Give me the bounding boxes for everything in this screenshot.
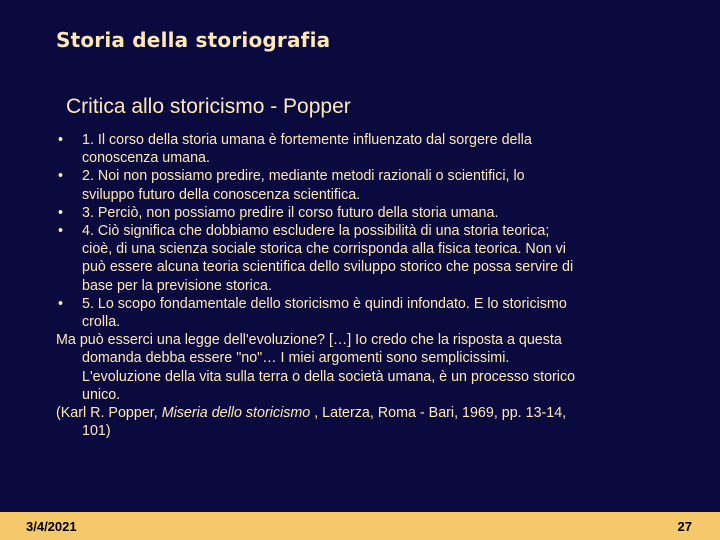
bullet-text: 1. Il corso della storia umana è fortemente influenzato dal sorgere della conoscenza umana. [82,132,532,167]
bullet-mark: • [58,132,64,148]
slide-title: Storia della storiografia [56,28,331,52]
bullet-mark: • [58,223,64,240]
citation-suffix: , Laterza, Roma - Bari, 1969, pp. 13-14, 101) [82,405,567,440]
bullet-item [56,295,576,331]
footer-bar [0,512,720,540]
page-number: 27 [677,519,692,534]
citation-prefix: (Karl R. Popper, [56,405,162,422]
bullet-text: 4. Ciò significa che dobbiamo escludere la possibilità di una storia teorica; cioè, di una scienza sociale storica che corrisponda alla fisica teorica. Non vi può essere alcuna teoria scientifica dello sviluppo storico che possa servire di base per la previsione storica. [82,223,574,294]
bullet-text: 2. Noi non possiamo predire, mediante metodi razionali o scientifici, lo sviluppo futuro della conoscenza scientifica. [82,168,525,203]
bullet-mark: • [58,204,64,221]
bullet-text: 5. Lo scopo fondamentale dello storicismo è quindi infondato. E lo storicismo crolla. [82,295,567,331]
quote-paragraph: Ma può esserci una legge dell'evoluzione? […] Io credo che la risposta a questa domanda debba essere "no"… I miei argomenti sono semplicissimi. L'evoluzione della vita sulla terra o della società umana, è un processo storico unico. [56,332,576,403]
bullet-item [56,204,576,222]
bullet-mark: • [58,295,64,312]
bullet-item [56,222,576,295]
slide-body [56,131,576,440]
slide-subtitle: Critica allo storicismo - Popper [66,95,351,118]
bullet-item [56,167,576,203]
bullet-mark: • [58,168,64,185]
bullet-text: 3. Perciò, non possiamo predire il corso futuro della storia umana. [82,204,499,221]
footer-date: 3/4/2021 [26,519,77,534]
citation-book-title: Miseria dello storicismo [161,405,311,422]
bullet-item [56,131,576,167]
citation-paragraph [56,404,576,440]
